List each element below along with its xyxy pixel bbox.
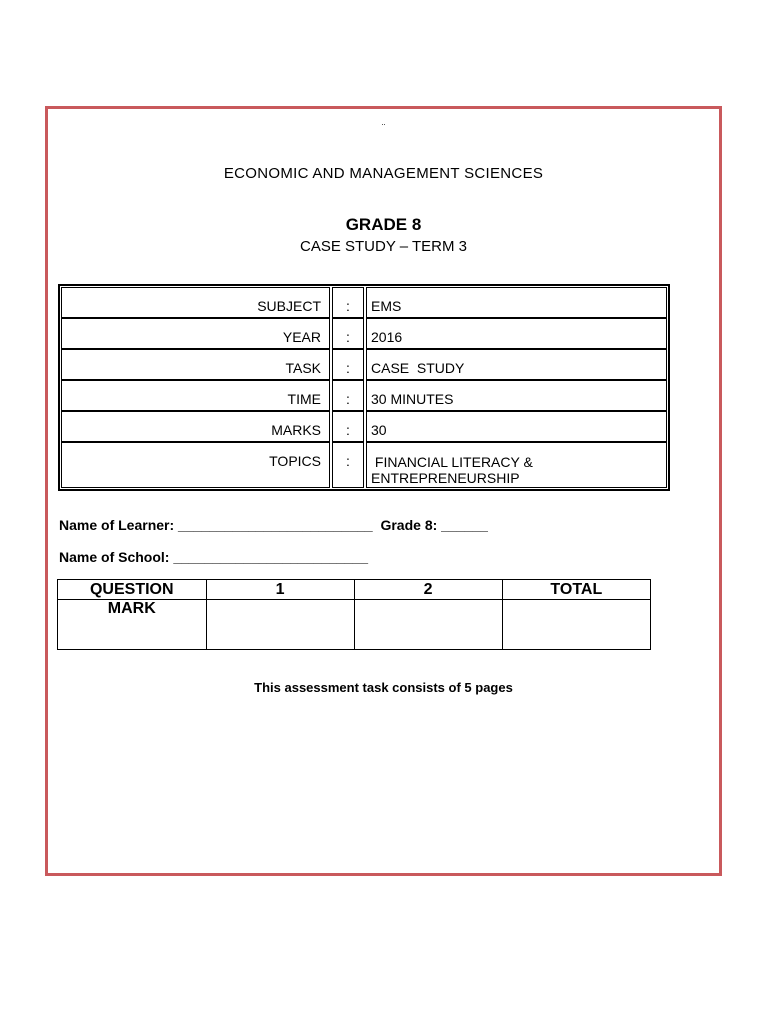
info-value [366,442,667,488]
grade-heading: GRADE 8 [345,215,422,234]
marks-row-label: MARK [58,600,207,650]
info-separator: : [332,442,364,488]
info-row-year [61,318,667,349]
info-value: 2016 [366,318,667,349]
school-name-line: Name of School: _________________________ [59,549,368,565]
info-row-task [61,349,667,380]
marks-header-row [58,580,651,600]
info-row-marks [61,411,667,442]
topics-line-2: ENTREPRENEURSHIP [371,470,520,486]
info-label: YEAR [61,318,330,349]
info-label: TIME [61,380,330,411]
info-value: CASE STUDY [366,349,667,380]
marks-table [57,579,651,650]
marks-header-q1: 1 [206,580,354,600]
info-separator: : [332,287,364,318]
top-mark: .. [381,118,386,127]
mark-cell-q1[interactable] [206,600,354,650]
info-label: TOPICS [61,442,330,488]
term-heading: CASE STUDY – TERM 3 [300,238,467,255]
marks-header-q2: 2 [354,580,502,600]
marks-header-total: TOTAL [502,580,650,600]
info-separator: : [332,349,364,380]
info-separator: : [332,318,364,349]
info-label: TASK [61,349,330,380]
page-border [45,106,722,876]
info-row-topics [61,442,667,488]
info-separator: : [332,411,364,442]
page-count-note: This assessment task consists of 5 pages [254,680,513,695]
mark-cell-total[interactable] [502,600,650,650]
learner-name-line: Name of Learner: _________________________ Grade 8: ______ [59,517,488,533]
info-separator: : [332,380,364,411]
marks-row [58,600,651,650]
marks-header-question: QUESTION [58,580,207,600]
mark-cell-q2[interactable] [354,600,502,650]
info-value: 30 MINUTES [366,380,667,411]
info-table [58,284,670,491]
info-row-time [61,380,667,411]
info-row-subject [61,287,667,318]
info-value: EMS [366,287,667,318]
info-value: 30 [366,411,667,442]
info-label: MARKS [61,411,330,442]
subject-heading: ECONOMIC AND MANAGEMENT SCIENCES [223,165,544,182]
info-label: SUBJECT [61,287,330,318]
topics-line-1: FINANCIAL LITERACY & [371,454,533,470]
